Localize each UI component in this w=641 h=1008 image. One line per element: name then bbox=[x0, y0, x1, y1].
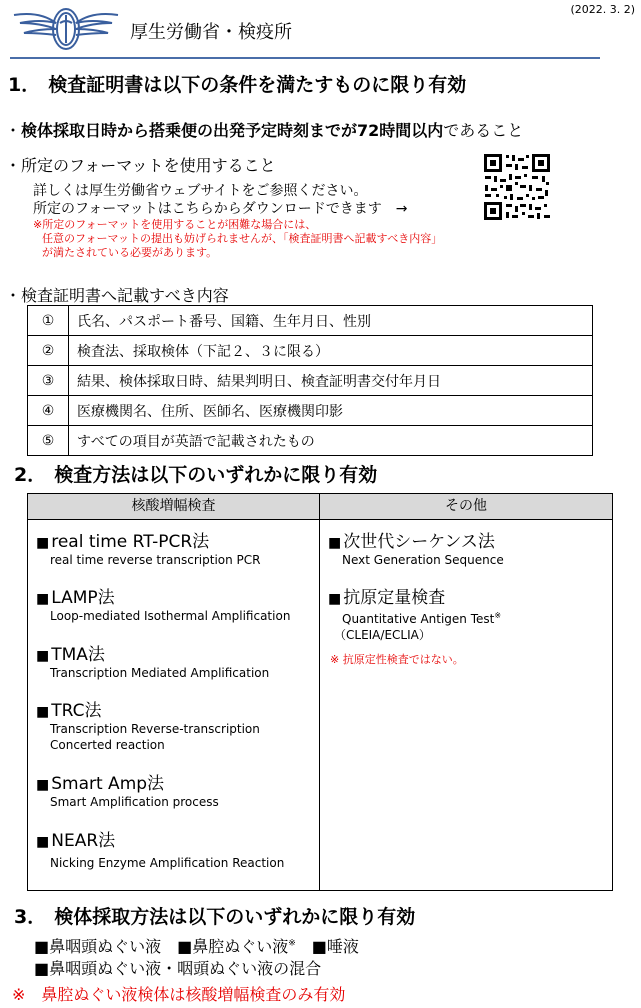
ministry-logo-icon bbox=[10, 5, 122, 55]
format-detail-1: 詳しくは厚生労働省ウェブサイトをご参照ください。 bbox=[33, 183, 368, 199]
methods-table bbox=[27, 493, 613, 891]
table-row bbox=[28, 426, 593, 456]
item-number: ⑤ bbox=[28, 426, 69, 456]
antigen-note: ※ 抗原定性検査ではない。 bbox=[330, 653, 464, 666]
method-item bbox=[36, 696, 260, 753]
contents-table bbox=[27, 305, 593, 456]
item-number: ② bbox=[28, 336, 69, 366]
method-name: real time RT-PCR法 bbox=[51, 532, 210, 552]
specimen-line-1 bbox=[34, 934, 359, 957]
method-desc: Loop-mediated Isothermal Amplification bbox=[50, 609, 291, 623]
section2-title: 検査方法は以下のいずれかに限り有効 bbox=[54, 464, 378, 486]
format-note-1: ※所定のフォーマットを使用することが困難な場合には、 bbox=[33, 218, 317, 231]
square-bullet-icon: ■ bbox=[36, 648, 50, 664]
section1-title: 検査証明書は以下の条件を満たすものに限り有効 bbox=[48, 74, 467, 96]
col-header-other: その他 bbox=[320, 494, 612, 520]
time-limit-suffix: であること bbox=[443, 121, 524, 140]
square-bullet-icon: ■ bbox=[328, 535, 342, 551]
method-item bbox=[36, 527, 261, 568]
method-desc-2: Concerted reaction bbox=[50, 738, 165, 752]
header-divider bbox=[10, 57, 600, 59]
method-item bbox=[36, 640, 269, 681]
page-title: 厚生労働省・検疫所 bbox=[130, 22, 292, 43]
section3-heading bbox=[14, 902, 415, 929]
footnote-mark: ※ bbox=[288, 938, 296, 949]
method-item bbox=[328, 583, 501, 643]
bullet-time-limit bbox=[5, 118, 523, 141]
format-detail-2[interactable]: 所定のフォーマットはこちらからダウンロードできます → bbox=[33, 201, 408, 217]
contents-text: 検査証明書へ記載すべき内容 bbox=[21, 286, 229, 305]
method-desc: Smart Amplification process bbox=[50, 795, 219, 809]
table-row bbox=[28, 336, 593, 366]
item-text: 氏名、パスポート番号、国籍、生年月日、性別 bbox=[69, 306, 593, 336]
footnote-mark: ※ bbox=[494, 611, 502, 620]
specimen-nasopharyngeal: ■鼻咽頭ぬぐい液 bbox=[34, 937, 162, 956]
item-text: 医療機関名、住所、医師名、医療機関印影 bbox=[69, 396, 593, 426]
method-name: TRC法 bbox=[51, 701, 102, 721]
section3-title: 検体採取方法は以下のいずれかに限り有効 bbox=[54, 906, 416, 928]
method-desc: Next Generation Sequence bbox=[342, 553, 504, 567]
bullet-dot: ・ bbox=[5, 156, 22, 175]
table-row bbox=[28, 306, 593, 336]
method-name: NEAR法 bbox=[51, 831, 116, 851]
item-number: ③ bbox=[28, 366, 69, 396]
method-item bbox=[36, 769, 219, 810]
square-bullet-icon: ■ bbox=[36, 704, 50, 720]
item-number: ① bbox=[28, 306, 69, 336]
table-row bbox=[28, 366, 593, 396]
method-name: 抗原定量検査 bbox=[343, 588, 446, 608]
section1-heading bbox=[8, 70, 466, 97]
bullet-dot: ・ bbox=[5, 286, 22, 305]
bullet-contents bbox=[5, 283, 229, 306]
method-name: 次世代シーケンス法 bbox=[343, 532, 495, 552]
method-name: TMA法 bbox=[51, 645, 105, 665]
square-bullet-icon: ■ bbox=[36, 834, 50, 850]
method-desc bbox=[342, 608, 501, 627]
method-desc: Transcription Mediated Amplification bbox=[50, 666, 270, 680]
qr-code-icon[interactable] bbox=[482, 152, 552, 222]
item-text: 検査法、採取検体（下記２、３に限る） bbox=[69, 336, 593, 366]
method-item bbox=[328, 527, 504, 568]
table-row bbox=[28, 396, 593, 426]
method-desc-text: Quantitative Antigen Test bbox=[342, 612, 495, 626]
method-desc-2: （CLEIA/ECLIA） bbox=[334, 628, 431, 642]
bullet-dot: ・ bbox=[5, 121, 22, 140]
method-name: LAMP法 bbox=[51, 588, 115, 608]
specimen-saliva: ■唾液 bbox=[311, 937, 359, 956]
section2-heading bbox=[14, 460, 377, 487]
method-desc: real time reverse transcription PCR bbox=[50, 553, 261, 567]
method-item bbox=[36, 826, 284, 871]
section1-number: 1． bbox=[8, 74, 41, 96]
item-number: ④ bbox=[28, 396, 69, 426]
item-text: すべての項目が英語で記載されたもの bbox=[69, 426, 593, 456]
square-bullet-icon: ■ bbox=[36, 591, 50, 607]
specimen-line-2: ■鼻咽頭ぬぐい液・咽頭ぬぐい液の混合 bbox=[34, 959, 322, 978]
format-text: 所定のフォーマットを使用すること bbox=[21, 156, 276, 175]
method-name: Smart Amp法 bbox=[51, 774, 165, 794]
square-bullet-icon: ■ bbox=[328, 591, 342, 607]
section3-number: 3． bbox=[14, 906, 47, 928]
time-limit-bold: 検体採取日時から搭乗便の出発予定時刻までが72時間以内 bbox=[21, 121, 444, 140]
specimen-nasal: ■鼻腔ぬぐい液 bbox=[177, 937, 289, 956]
item-text: 結果、検体採取日時、結果判明日、検査証明書交付年月日 bbox=[69, 366, 593, 396]
col-header-nucleic: 核酸増幅検査 bbox=[28, 494, 319, 520]
square-bullet-icon: ■ bbox=[36, 535, 50, 551]
section2-number: 2． bbox=[14, 464, 47, 486]
bullet-format bbox=[5, 153, 276, 176]
format-note-2: 任意のフォーマットの提出も妨げられませんが、「検査証明書へ記載すべき内容」 bbox=[42, 232, 443, 245]
document-date: (2022. 3. 2) bbox=[570, 3, 635, 16]
method-desc: Transcription Reverse-transcription bbox=[50, 722, 260, 736]
method-desc: Nicking Enzyme Amplification Reaction bbox=[50, 856, 285, 870]
column-divider bbox=[319, 494, 320, 890]
square-bullet-icon: ■ bbox=[36, 777, 50, 793]
specimen-note: ※ 鼻腔ぬぐい液検体は核酸増幅検査のみ有効 bbox=[12, 985, 346, 1004]
format-note-3: が満たされている必要があります。 bbox=[42, 246, 218, 259]
method-item bbox=[36, 583, 290, 624]
